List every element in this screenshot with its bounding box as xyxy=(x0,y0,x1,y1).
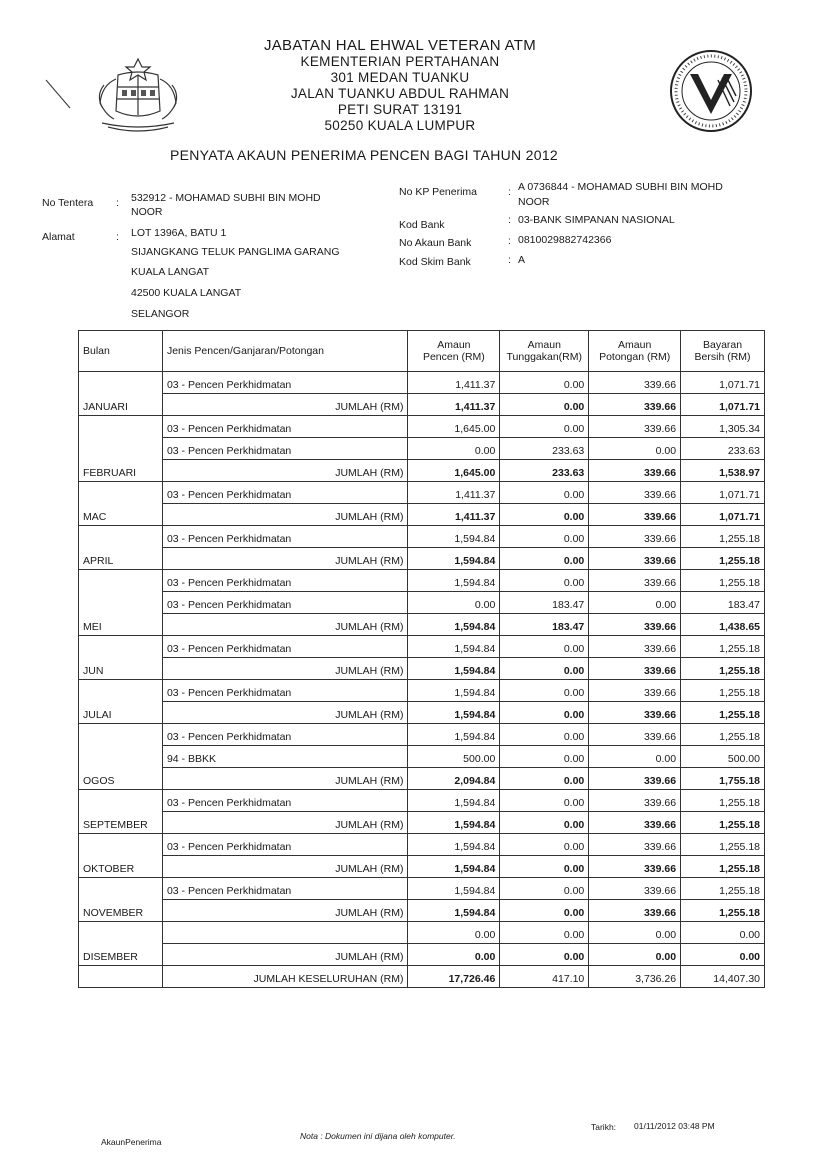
potongan-cell: 339.66 xyxy=(589,636,681,658)
pencen-cell: 1,411.37 xyxy=(408,482,500,504)
bersih-cell: 1,255.18 xyxy=(681,636,765,658)
pencen-cell: 1,594.84 xyxy=(408,680,500,702)
subtotal-bersih-cell: 1,255.18 xyxy=(681,900,765,922)
subtotal-potongan-cell: 339.66 xyxy=(589,768,681,790)
description-cell: 03 - Pencen Perkhidmatan xyxy=(162,482,408,504)
subtotal-pencen-cell: 1,594.84 xyxy=(408,702,500,724)
address-line-1: 301 MEDAN TUANKU xyxy=(330,70,470,85)
subtotal-tunggakan-cell: 0.00 xyxy=(500,548,589,570)
description-cell: 03 - Pencen Perkhidmatan xyxy=(162,878,408,900)
bersih-cell: 1,255.18 xyxy=(681,526,765,548)
grand-total-row xyxy=(79,966,765,988)
col-header-potongan-line1: Amaun xyxy=(618,339,652,351)
col-header-tunggakan xyxy=(500,331,589,372)
month-cell: SEPTEMBER xyxy=(79,790,163,834)
address-line-4: 50250 KUALA LUMPUR xyxy=(324,118,476,133)
subtotal-label: JUMLAH (RM) xyxy=(162,658,408,680)
subtotal-tunggakan-cell: 0.00 xyxy=(500,702,589,724)
no-tentera-label: No Tentera xyxy=(42,197,94,209)
col-header-bersih xyxy=(681,331,765,372)
tunggakan-cell: 0.00 xyxy=(500,372,589,394)
grand-total-pencen: 17,726.46 xyxy=(408,966,500,988)
pencen-cell: 1,411.37 xyxy=(408,372,500,394)
alamat-line-5: SELANGOR xyxy=(131,308,190,320)
subtotal-tunggakan-cell: 0.00 xyxy=(500,504,589,526)
grand-total-bersih: 14,407.30 xyxy=(681,966,765,988)
month-cell: MAC xyxy=(79,482,163,526)
subtotal-bersih-cell: 1,255.18 xyxy=(681,702,765,724)
alamat-line-3: KUALA LANGAT xyxy=(131,266,210,278)
col-header-potongan-line2: Potongan (RM) xyxy=(599,351,671,363)
no-kp-value: A 0736844 - MOHAMAD SUBHI BIN MOHD xyxy=(518,181,723,193)
col-header-amaun-pencen xyxy=(408,331,500,372)
potongan-cell: 339.66 xyxy=(589,834,681,856)
table-row xyxy=(79,790,765,812)
description-cell: 03 - Pencen Perkhidmatan xyxy=(162,438,408,460)
tunggakan-cell: 0.00 xyxy=(500,746,589,768)
bersih-cell: 1,255.18 xyxy=(681,570,765,592)
subtotal-pencen-cell: 0.00 xyxy=(408,944,500,966)
subtotal-label: JUMLAH (RM) xyxy=(162,394,408,416)
subtotal-potongan-cell: 339.66 xyxy=(589,658,681,680)
description-cell: 03 - Pencen Perkhidmatan xyxy=(162,416,408,438)
bersih-cell: 183.47 xyxy=(681,592,765,614)
description-cell: 03 - Pencen Perkhidmatan xyxy=(162,570,408,592)
col-header-bulan: Bulan xyxy=(79,331,163,372)
alamat-line-1: LOT 1396A, BATU 1 xyxy=(131,227,227,239)
subtotal-tunggakan-cell: 0.00 xyxy=(500,944,589,966)
subtotal-potongan-cell: 339.66 xyxy=(589,394,681,416)
pencen-cell: 1,594.84 xyxy=(408,724,500,746)
col-header-amaun-pencen-line2: Pencen (RM) xyxy=(422,351,485,363)
footer-note: Nota : Dokumen ini dijana oleh komputer. xyxy=(300,1131,456,1141)
subtotal-bersih-cell: 1,071.71 xyxy=(681,394,765,416)
subtotal-label: JUMLAH (RM) xyxy=(162,856,408,878)
pencen-cell: 1,594.84 xyxy=(408,878,500,900)
table-row xyxy=(79,482,765,504)
subtotal-label: JUMLAH (RM) xyxy=(162,504,408,526)
subtotal-bersih-cell: 1,255.18 xyxy=(681,856,765,878)
bersih-cell: 233.63 xyxy=(681,438,765,460)
col-header-bersih-line2: Bersih (RM) xyxy=(694,351,751,363)
grand-total-label: JUMLAH KESELURUHAN (RM) xyxy=(162,966,408,988)
kod-bank-label: Kod Bank xyxy=(399,219,445,231)
month-cell: FEBRUARI xyxy=(79,416,163,482)
pencen-cell: 1,645.00 xyxy=(408,416,500,438)
table-header-row xyxy=(79,331,765,372)
pencen-cell: 1,594.84 xyxy=(408,834,500,856)
bersih-cell: 1,071.71 xyxy=(681,482,765,504)
kod-bank-value: 03-BANK SIMPANAN NASIONAL xyxy=(518,214,675,226)
tunggakan-cell: 183.47 xyxy=(500,592,589,614)
grand-total-tunggakan: 417.10 xyxy=(500,966,589,988)
subtotal-potongan-cell: 339.66 xyxy=(589,614,681,636)
subtotal-label: JUMLAH (RM) xyxy=(162,702,408,724)
statement-body xyxy=(79,372,765,966)
potongan-cell: 339.66 xyxy=(589,680,681,702)
description-cell: 03 - Pencen Perkhidmatan xyxy=(162,592,408,614)
tunggakan-cell: 0.00 xyxy=(500,416,589,438)
kod-skim-label: Kod Skim Bank xyxy=(399,256,471,268)
address-line-2: JALAN TUANKU ABDUL RAHMAN xyxy=(290,86,510,101)
colon: : xyxy=(508,254,511,266)
alamat-line-2: SIJANGKANG TELUK PANGLIMA GARANG xyxy=(131,246,340,258)
table-row xyxy=(79,592,765,614)
table-row xyxy=(79,438,765,460)
colon: : xyxy=(508,186,511,198)
subtotal-row xyxy=(79,812,765,834)
month-cell: JANUARI xyxy=(79,372,163,416)
pencen-cell: 1,594.84 xyxy=(408,526,500,548)
subtotal-bersih-cell: 1,071.71 xyxy=(681,504,765,526)
subtotal-pencen-cell: 1,594.84 xyxy=(408,614,500,636)
tunggakan-cell: 0.00 xyxy=(500,680,589,702)
subtotal-pencen-cell: 1,594.84 xyxy=(408,812,500,834)
subtotal-potongan-cell: 339.66 xyxy=(589,900,681,922)
ministry-name: KEMENTERIAN PERTAHANAN xyxy=(300,54,500,69)
subtotal-bersih-cell: 1,255.18 xyxy=(681,658,765,680)
potongan-cell: 339.66 xyxy=(589,878,681,900)
potongan-cell: 339.66 xyxy=(589,570,681,592)
potongan-cell: 339.66 xyxy=(589,724,681,746)
bersih-cell: 500.00 xyxy=(681,746,765,768)
bersih-cell: 1,255.18 xyxy=(681,878,765,900)
col-header-amaun-pencen-line1: Amaun xyxy=(437,339,471,351)
footer-report-name: AkaunPenerima xyxy=(101,1137,162,1147)
bersih-cell: 1,255.18 xyxy=(681,790,765,812)
tunggakan-cell: 0.00 xyxy=(500,878,589,900)
table-row xyxy=(79,372,765,394)
table-row xyxy=(79,570,765,592)
tunggakan-cell: 0.00 xyxy=(500,482,589,504)
potongan-cell: 339.66 xyxy=(589,416,681,438)
bersih-cell: 1,255.18 xyxy=(681,724,765,746)
page-title: PENYATA AKAUN PENERIMA PENCEN BAGI TAHUN 2012 xyxy=(170,147,558,163)
veteran-atm-seal-icon xyxy=(668,48,754,134)
subtotal-row xyxy=(79,394,765,416)
potongan-cell: 0.00 xyxy=(589,746,681,768)
subtotal-row xyxy=(79,944,765,966)
table-row xyxy=(79,636,765,658)
month-cell: DISEMBER xyxy=(79,922,163,966)
pen-mark-icon xyxy=(44,78,74,112)
subtotal-tunggakan-cell: 0.00 xyxy=(500,900,589,922)
subtotal-pencen-cell: 1,594.84 xyxy=(408,658,500,680)
month-cell: JULAI xyxy=(79,680,163,724)
tunggakan-cell: 0.00 xyxy=(500,636,589,658)
table-row xyxy=(79,724,765,746)
tunggakan-cell: 0.00 xyxy=(500,834,589,856)
subtotal-row xyxy=(79,614,765,636)
subtotal-bersih-cell: 1,755.18 xyxy=(681,768,765,790)
subtotal-tunggakan-cell: 0.00 xyxy=(500,394,589,416)
subtotal-pencen-cell: 1,594.84 xyxy=(408,900,500,922)
subtotal-tunggakan-cell: 0.00 xyxy=(500,856,589,878)
table-row xyxy=(79,746,765,768)
potongan-cell: 339.66 xyxy=(589,526,681,548)
month-cell: OGOS xyxy=(79,724,163,790)
col-header-jenis: Jenis Pencen/Ganjaran/Potongan xyxy=(162,331,408,372)
subtotal-row xyxy=(79,768,765,790)
colon: : xyxy=(116,231,119,243)
col-header-tunggakan-line2: Tunggakan(RM) xyxy=(506,351,583,363)
subtotal-potongan-cell: 339.66 xyxy=(589,702,681,724)
footer-date-value: 01/11/2012 03:48 PM xyxy=(634,1121,715,1131)
subtotal-pencen-cell: 1,411.37 xyxy=(408,394,500,416)
subtotal-pencen-cell: 2,094.84 xyxy=(408,768,500,790)
potongan-cell: 0.00 xyxy=(589,438,681,460)
bersih-cell: 0.00 xyxy=(681,922,765,944)
no-akaun-value: 0810029882742366 xyxy=(518,234,612,246)
subtotal-row xyxy=(79,548,765,570)
description-cell: 03 - Pencen Perkhidmatan xyxy=(162,636,408,658)
description-cell: 03 - Pencen Perkhidmatan xyxy=(162,834,408,856)
bersih-cell: 1,255.18 xyxy=(681,834,765,856)
subtotal-label: JUMLAH (RM) xyxy=(162,812,408,834)
no-kp-label: No KP Penerima xyxy=(399,186,478,198)
table-row xyxy=(79,878,765,900)
address-line-3: PETI SURAT 13191 xyxy=(337,102,463,117)
bersih-cell: 1,255.18 xyxy=(681,680,765,702)
pencen-cell: 0.00 xyxy=(408,592,500,614)
subtotal-tunggakan-cell: 0.00 xyxy=(500,812,589,834)
subtotal-row xyxy=(79,856,765,878)
table-row xyxy=(79,680,765,702)
subtotal-tunggakan-cell: 0.00 xyxy=(500,658,589,680)
tunggakan-cell: 0.00 xyxy=(500,570,589,592)
subtotal-label: JUMLAH (RM) xyxy=(162,944,408,966)
tunggakan-cell: 0.00 xyxy=(500,922,589,944)
pencen-cell: 0.00 xyxy=(408,922,500,944)
alamat-line-4: 42500 KUALA LANGAT xyxy=(131,287,242,299)
no-tentera-value: 532912 - MOHAMAD SUBHI BIN MOHD xyxy=(131,192,321,204)
description-cell: 94 - BBKK xyxy=(162,746,408,768)
month-cell: OKTOBER xyxy=(79,834,163,878)
table-row xyxy=(79,922,765,944)
colon: : xyxy=(508,235,511,247)
subtotal-row xyxy=(79,658,765,680)
col-header-bersih-line1: Bayaran xyxy=(702,339,743,351)
subtotal-tunggakan-cell: 233.63 xyxy=(500,460,589,482)
subtotal-row xyxy=(79,702,765,724)
table-row xyxy=(79,416,765,438)
footer-date-label: Tarikh: xyxy=(591,1122,617,1132)
subtotal-label: JUMLAH (RM) xyxy=(162,768,408,790)
subtotal-pencen-cell: 1,594.84 xyxy=(408,856,500,878)
subtotal-bersih-cell: 1,255.18 xyxy=(681,812,765,834)
no-kp-value-line2: NOOR xyxy=(518,196,550,208)
subtotal-potongan-cell: 339.66 xyxy=(589,504,681,526)
table-row xyxy=(79,526,765,548)
month-cell: NOVEMBER xyxy=(79,878,163,922)
subtotal-label: JUMLAH (RM) xyxy=(162,548,408,570)
subtotal-pencen-cell: 1,645.00 xyxy=(408,460,500,482)
subtotal-row xyxy=(79,460,765,482)
table-row xyxy=(79,834,765,856)
month-cell: JUN xyxy=(79,636,163,680)
pencen-cell: 0.00 xyxy=(408,438,500,460)
colon: : xyxy=(508,214,511,226)
grand-total-blank xyxy=(79,966,163,988)
description-cell xyxy=(162,922,408,944)
grand-total-potongan: 3,736.26 xyxy=(589,966,681,988)
subtotal-label: JUMLAH (RM) xyxy=(162,614,408,636)
tunggakan-cell: 233.63 xyxy=(500,438,589,460)
pencen-cell: 1,594.84 xyxy=(408,790,500,812)
subtotal-row xyxy=(79,504,765,526)
subtotal-potongan-cell: 339.66 xyxy=(589,856,681,878)
potongan-cell: 339.66 xyxy=(589,790,681,812)
bersih-cell: 1,071.71 xyxy=(681,372,765,394)
kod-skim-value: A xyxy=(518,254,526,266)
subtotal-label: JUMLAH (RM) xyxy=(162,900,408,922)
pencen-cell: 500.00 xyxy=(408,746,500,768)
pencen-cell: 1,594.84 xyxy=(408,636,500,658)
pencen-cell: 1,594.84 xyxy=(408,570,500,592)
subtotal-pencen-cell: 1,411.37 xyxy=(408,504,500,526)
no-tentera-value-line2: NOOR xyxy=(131,206,163,218)
potongan-cell: 339.66 xyxy=(589,372,681,394)
potongan-cell: 339.66 xyxy=(589,482,681,504)
potongan-cell: 0.00 xyxy=(589,592,681,614)
description-cell: 03 - Pencen Perkhidmatan xyxy=(162,790,408,812)
subtotal-bersih-cell: 1,255.18 xyxy=(681,548,765,570)
subtotal-bersih-cell: 1,538.97 xyxy=(681,460,765,482)
col-header-tunggakan-line1: Amaun xyxy=(527,339,561,351)
no-akaun-label: No Akaun Bank xyxy=(399,237,472,249)
alamat-label: Alamat xyxy=(42,231,75,243)
malaysia-coat-of-arms-icon xyxy=(88,55,188,135)
month-cell: MEI xyxy=(79,570,163,636)
colon: : xyxy=(116,197,119,209)
agency-name: JABATAN HAL EHWAL VETERAN ATM xyxy=(263,37,537,54)
agency-header xyxy=(190,38,610,134)
col-header-potongan xyxy=(589,331,681,372)
subtotal-bersih-cell: 0.00 xyxy=(681,944,765,966)
subtotal-potongan-cell: 0.00 xyxy=(589,944,681,966)
tunggakan-cell: 0.00 xyxy=(500,526,589,548)
subtotal-potongan-cell: 339.66 xyxy=(589,812,681,834)
month-cell: APRIL xyxy=(79,526,163,570)
subtotal-tunggakan-cell: 183.47 xyxy=(500,614,589,636)
subtotal-bersih-cell: 1,438.65 xyxy=(681,614,765,636)
description-cell: 03 - Pencen Perkhidmatan xyxy=(162,724,408,746)
tunggakan-cell: 0.00 xyxy=(500,724,589,746)
subtotal-pencen-cell: 1,594.84 xyxy=(408,548,500,570)
tunggakan-cell: 0.00 xyxy=(500,790,589,812)
potongan-cell: 0.00 xyxy=(589,922,681,944)
subtotal-potongan-cell: 339.66 xyxy=(589,460,681,482)
subtotal-label: JUMLAH (RM) xyxy=(162,460,408,482)
description-cell: 03 - Pencen Perkhidmatan xyxy=(162,372,408,394)
bersih-cell: 1,305.34 xyxy=(681,416,765,438)
subtotal-tunggakan-cell: 0.00 xyxy=(500,768,589,790)
description-cell: 03 - Pencen Perkhidmatan xyxy=(162,526,408,548)
statement-table xyxy=(78,330,765,988)
subtotal-row xyxy=(79,900,765,922)
description-cell: 03 - Pencen Perkhidmatan xyxy=(162,680,408,702)
subtotal-potongan-cell: 339.66 xyxy=(589,548,681,570)
